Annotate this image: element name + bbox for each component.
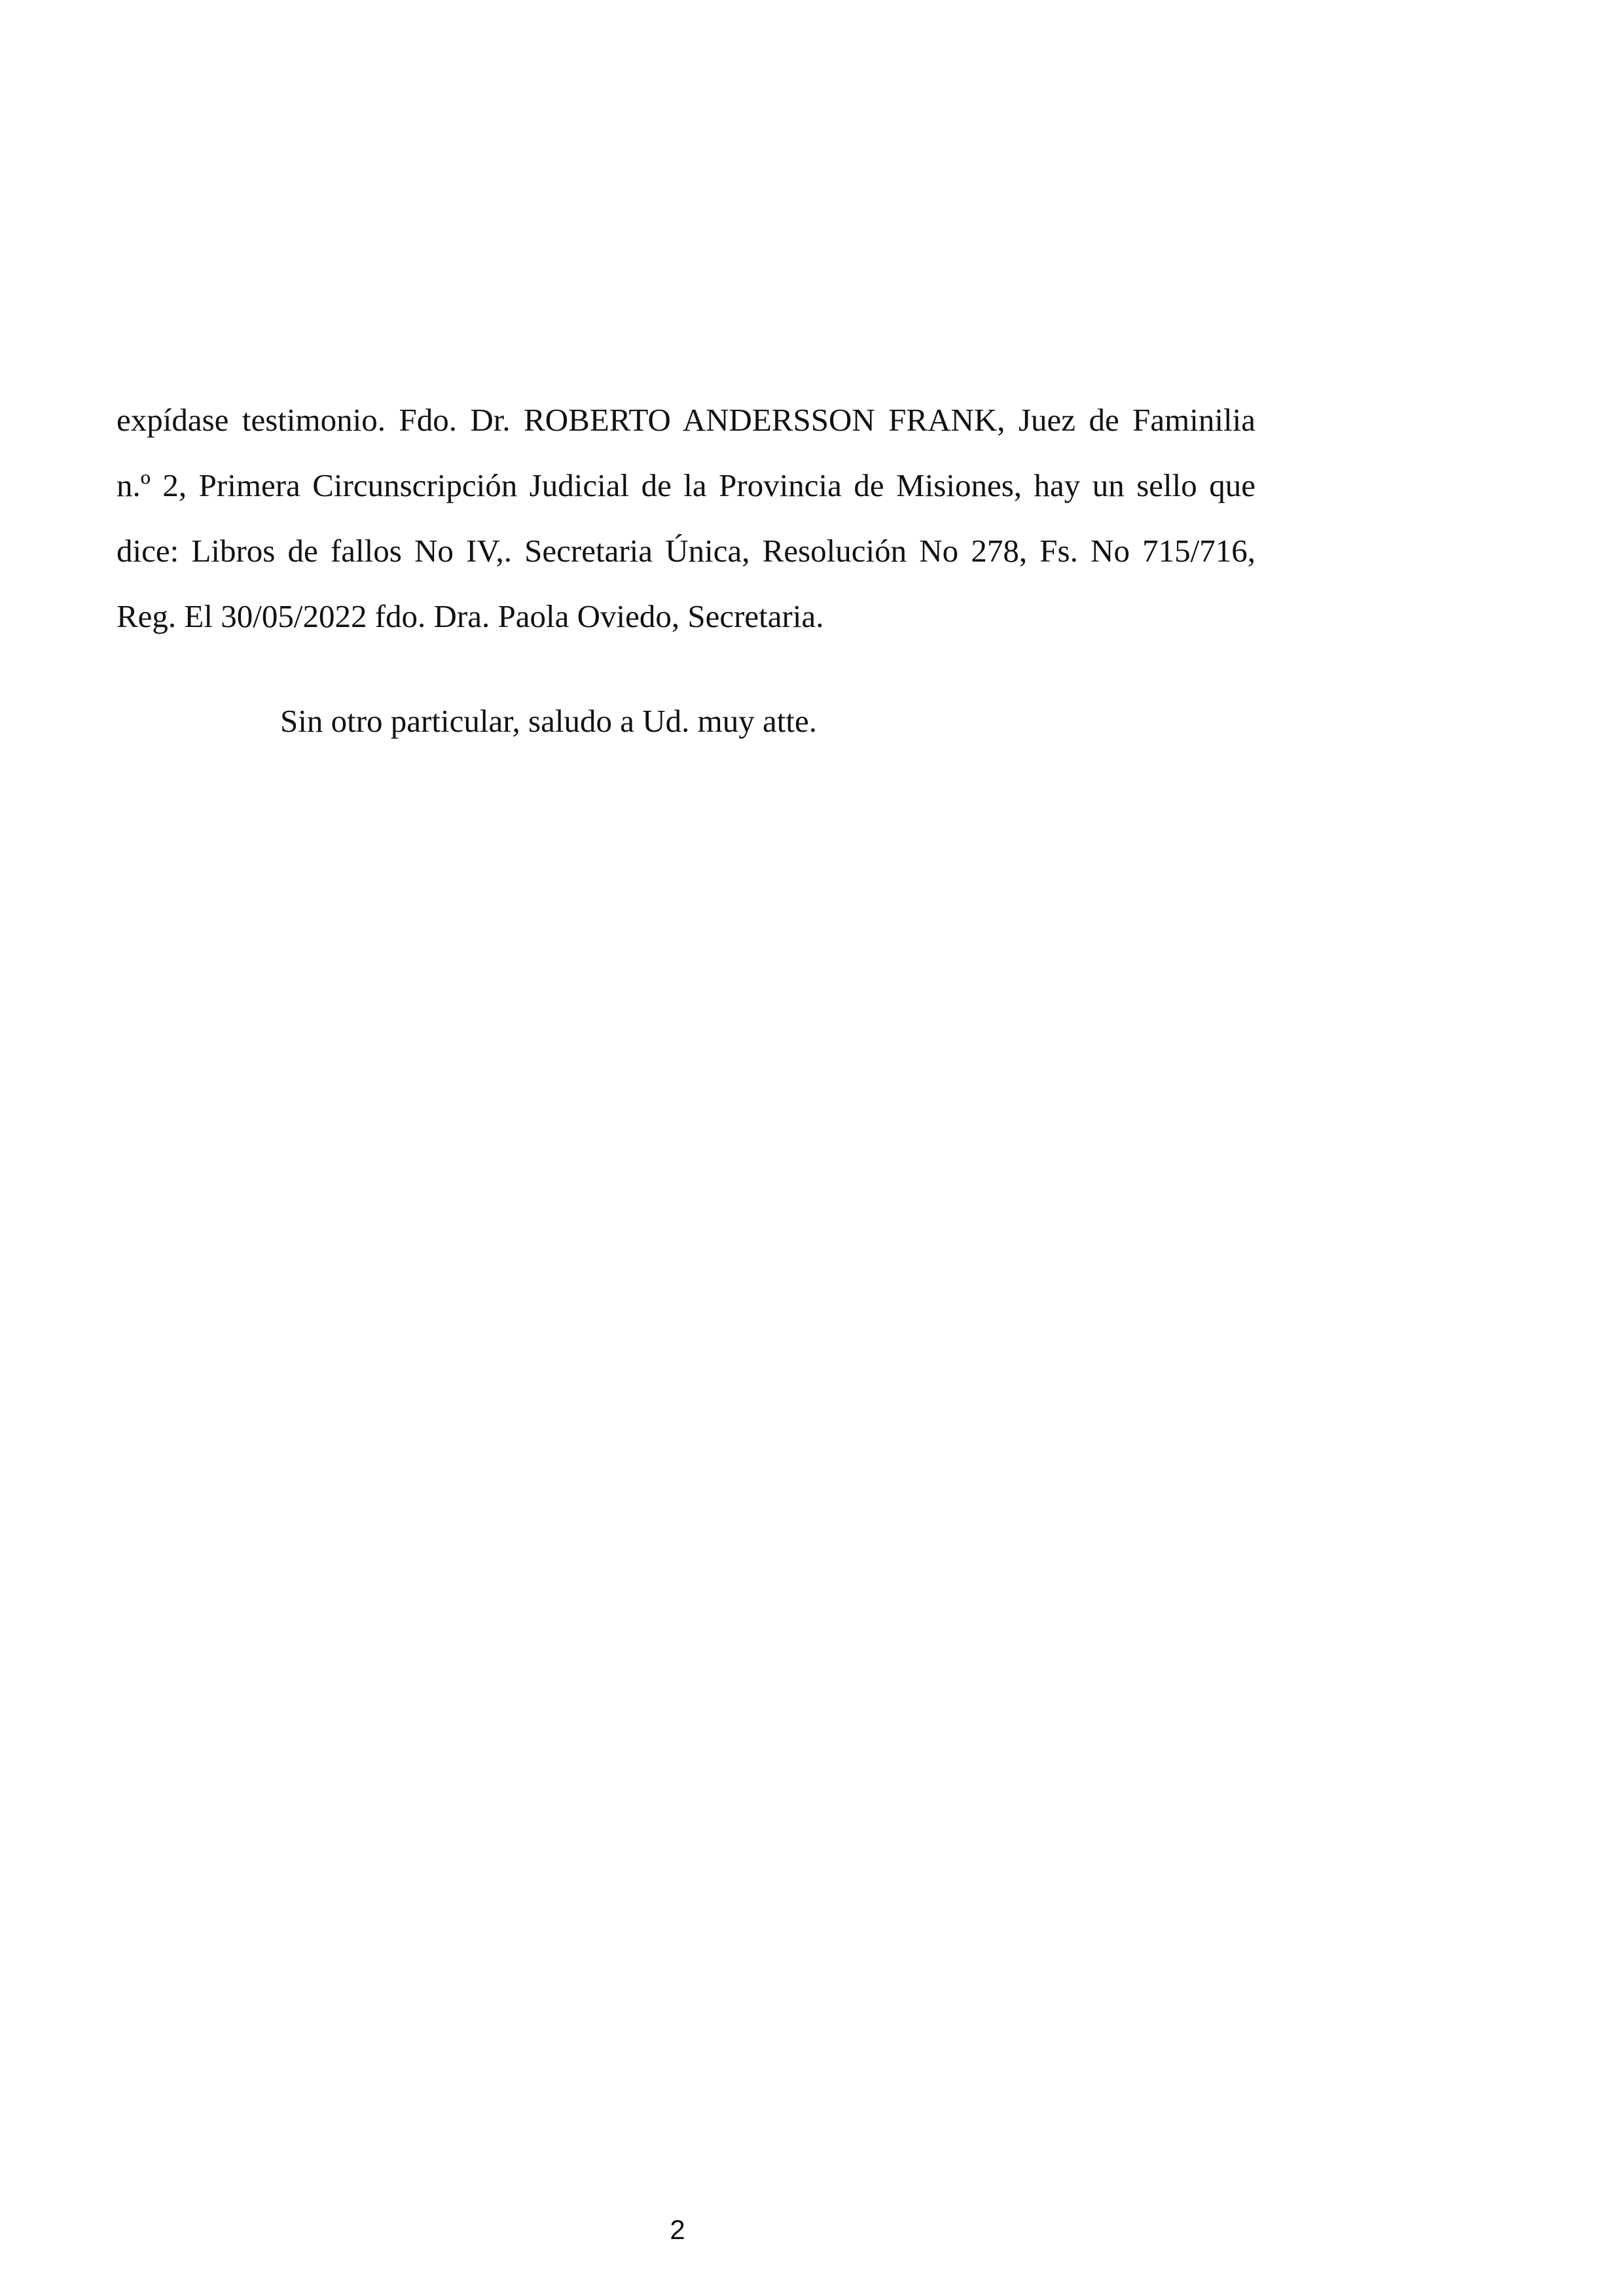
paragraph-line: Reg. El 30/05/2022 fdo. Dra. Paola Oviedo, Secretaria. [117,598,824,634]
paragraph-line: n.º 2, Primera Circunscripción Judicial de la Provincia de Misiones, hay un sello que [117,467,1255,503]
closing-salutation: Sin otro particular, saludo a Ud. muy atte. [280,703,817,739]
paragraph-line: expídase testimonio. Fdo. Dr. ROBERTO ANDERSSON FRANK, Juez de Faminilia [117,402,1255,438]
page-number: 2 [670,2214,685,2245]
paragraph-line: dice: Libros de fallos No IV,. Secretaria Única, Resolución No 278, Fs. No 715/716, [117,533,1255,569]
